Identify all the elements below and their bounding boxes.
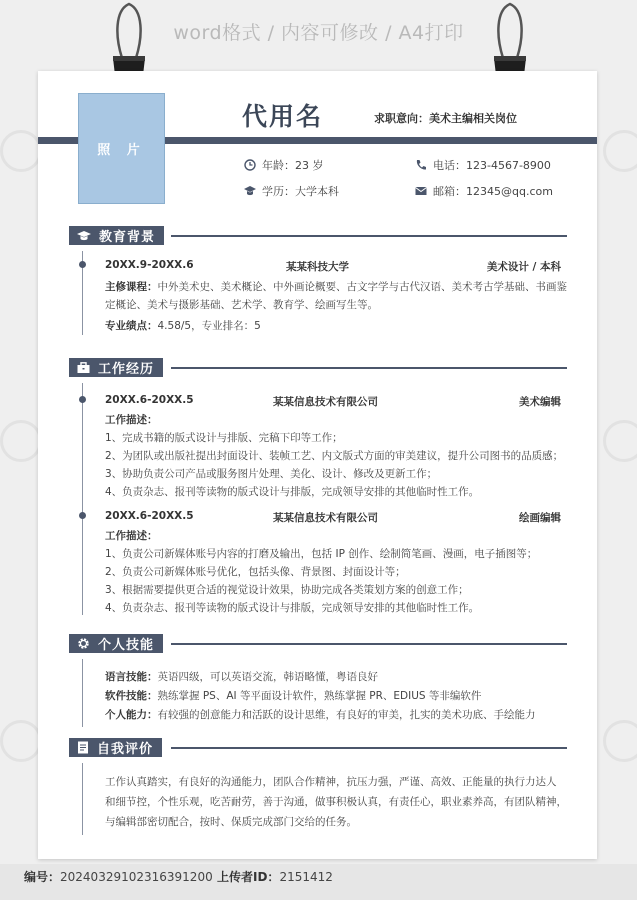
job-intent-label: 求职意向： (374, 112, 429, 125)
timeline-dot (79, 512, 86, 519)
candidate-name: 代用名 (242, 102, 324, 131)
timeline-line (82, 659, 83, 727)
footer-id-label: 编号： (24, 870, 61, 884)
job-role: 绘画编辑 (519, 512, 561, 524)
watermark-icon (0, 420, 42, 462)
info-email (415, 183, 553, 199)
info-phone (415, 157, 551, 173)
email-text: 邮箱：12345@qq.com (433, 185, 553, 198)
job-desc-item: 1、完成书籍的版式设计与排版、完稿下印等工作； (105, 432, 343, 444)
education-school: 某某科技大学 (286, 261, 349, 273)
education-major: 美术设计 / 本科 (486, 261, 561, 273)
graduation-cap-icon (244, 185, 256, 197)
section-work-title: 工作经历 (98, 362, 155, 377)
job-desc-item: 2、负责公司新媒体账号优化，包括头像、背景图、封面设计等； (105, 566, 406, 578)
skill-value: 英语四级，可以英语交流，韩语略懂，粤语良好 (157, 671, 378, 683)
section-divider (171, 747, 567, 749)
job-desc-item: 3、协助负责公司产品或服务图片处理、美化、设计、修改及更新工作； (105, 468, 438, 480)
timeline-dot (79, 261, 86, 268)
section-eval-header (69, 738, 162, 757)
section-divider (171, 367, 567, 369)
document-icon (77, 741, 89, 754)
graduation-cap-icon (77, 230, 91, 242)
courses-text-1: 中外美术史、美术概论、中外画论概要、古文字学与古代汉语、美术考古学基础、书画鉴 (157, 281, 567, 293)
watermark-icon (0, 720, 42, 762)
section-divider (171, 235, 567, 237)
footer-uploader (217, 868, 333, 885)
section-education-header (69, 226, 164, 245)
section-eval-title: 自我评价 (97, 742, 154, 757)
skill-label: 语言技能： (105, 671, 158, 683)
section-divider (171, 643, 567, 645)
skill-line (105, 707, 536, 722)
info-age (244, 157, 324, 173)
clock-icon (244, 159, 256, 171)
section-work-header (69, 358, 163, 377)
job-period: 20XX.6-20XX.5 (105, 394, 194, 406)
job-intent (374, 110, 517, 126)
courses-line (105, 279, 567, 294)
self-eval-text: 和细节控，个性乐观，吃苦耐劳，善于沟通，做事积极认真，有责任心，职业素养高，有团队精神， (105, 796, 567, 808)
timeline-line (82, 383, 83, 615)
resume-page (38, 71, 597, 859)
skill-value: 熟练掌握 PS、AI 等平面设计软件，熟练掌握 PR、EDIUS 等非编软件 (157, 690, 482, 702)
job-desc-item: 1、负责公司新媒体账号内容的打磨及输出，包括 IP 创作、绘制简笔画、漫画，电子插图等； (105, 548, 538, 560)
footer-id (24, 868, 213, 885)
job-desc-item: 4、负责杂志、报刊等读物的版式设计与排版，完成领导安排的其他临时性工作。 (105, 486, 480, 498)
footer-uploader-value: 2151412 (279, 870, 333, 884)
watermark-icon (603, 130, 637, 172)
footer-bar (0, 864, 637, 900)
job-desc-item: 2、为团队或出版社提出封面设计、装帧工艺、内文版式方面的审美建议，提升公司图书的品质感； (105, 450, 564, 462)
job-desc-label: 工作描述： (105, 530, 158, 542)
job-period: 20XX.6-20XX.5 (105, 510, 194, 522)
briefcase-icon (77, 362, 90, 374)
job-desc-item: 3、根据需要提供更合适的视觉设计效果，协助完成各类策划方案的创意工作； (105, 584, 469, 596)
mail-icon (415, 185, 427, 197)
skill-line (105, 669, 378, 684)
phone-icon (415, 159, 427, 171)
job-company: 某某信息技术有限公司 (273, 396, 378, 408)
watermark-icon (603, 420, 637, 462)
skill-label: 个人能力： (105, 709, 158, 721)
gear-icon (77, 637, 90, 650)
self-eval-text: 工作认真踏实，有良好的沟通能力，团队合作精神，抗压力强，严谨、高效、正能量的执行力达人 (105, 776, 557, 788)
job-desc-label: 工作描述： (105, 414, 158, 426)
footer-uploader-label: 上传者ID： (217, 870, 280, 884)
gpa-value: 4.58/5，专业排名：5 (157, 320, 261, 332)
timeline-line (82, 763, 83, 835)
skill-line (105, 688, 481, 703)
info-education (244, 183, 339, 199)
job-desc-item: 4、负责杂志、报刊等读物的版式设计与排版，完成领导安排的其他临时性工作。 (105, 602, 480, 614)
watermark-icon (0, 130, 42, 172)
banner-text: word格式 / 内容可修改 / A4打印 (173, 22, 464, 44)
skill-value: 有较强的创意能力和活跃的设计思维，有良好的审美，扎实的美术功底、手绘能力 (157, 709, 536, 721)
job-company: 某某信息技术有限公司 (273, 512, 378, 524)
gpa-label: 专业绩点： (105, 320, 158, 332)
skill-label: 软件技能： (105, 690, 158, 702)
self-eval-text: 与编辑部密切配合，按时、保质完成部门交给的任务。 (105, 816, 357, 828)
section-education-title: 教育背景 (99, 230, 156, 245)
watermark-icon (603, 720, 637, 762)
age-text: 年龄：23 岁 (262, 159, 324, 172)
job-role: 美术编辑 (519, 396, 561, 408)
footer-id-value: 20240329102316391200 (60, 870, 213, 884)
education-text: 学历：大学本科 (262, 185, 339, 198)
section-skills-header (69, 634, 163, 653)
courses-text-2: 定概论、美术与摄影基础、艺术学、教育学、绘画写生等。 (105, 299, 378, 311)
section-skills-title: 个人技能 (98, 638, 155, 653)
courses-label: 主修课程： (105, 281, 158, 293)
job-intent-value: 美术主编相关岗位 (429, 112, 517, 125)
photo-placeholder: 照 片 (78, 93, 165, 204)
phone-text: 电话：123-4567-8900 (433, 159, 551, 172)
education-period: 20XX.9-20XX.6 (105, 259, 194, 271)
gpa-line (105, 318, 261, 333)
timeline-dot (79, 396, 86, 403)
